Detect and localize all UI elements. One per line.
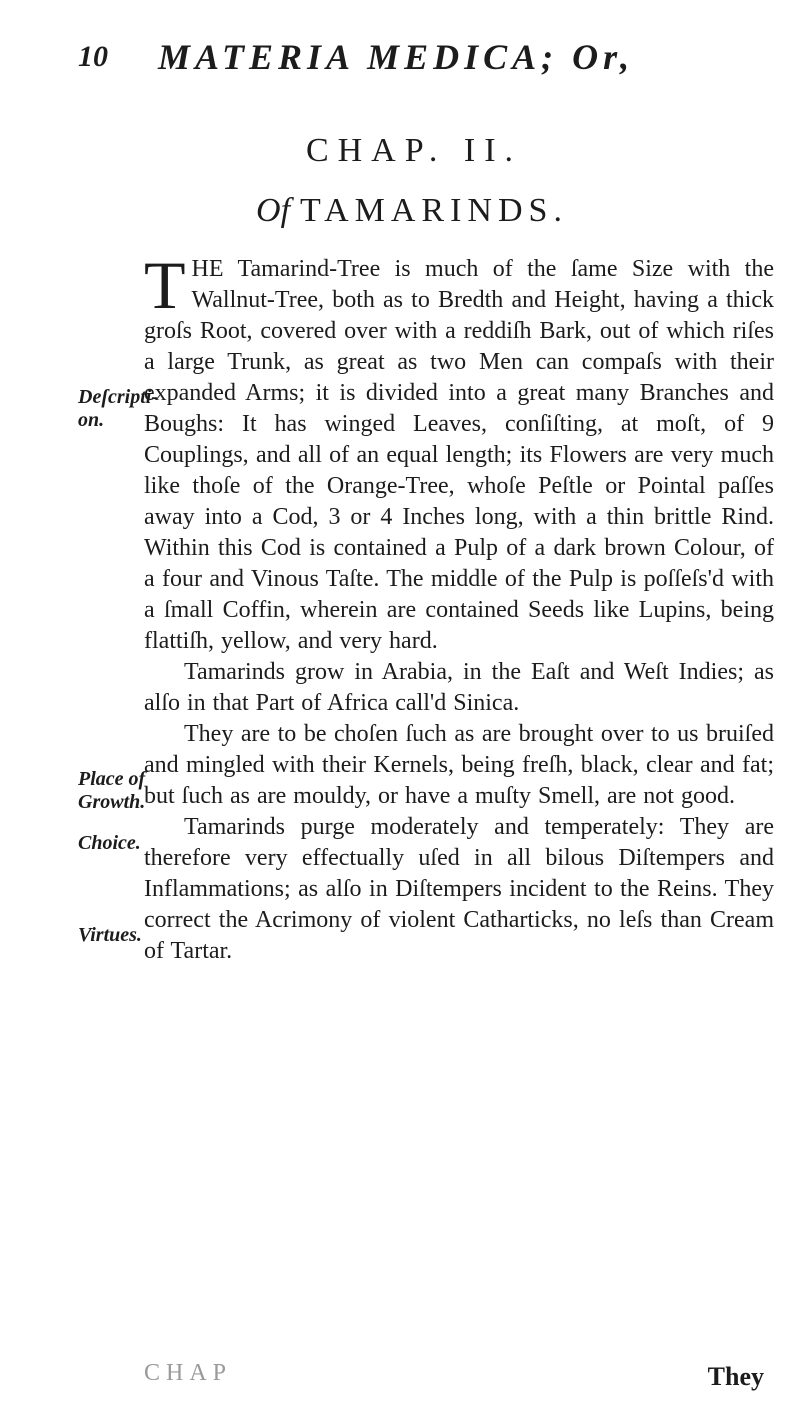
margin-note-virtues: Virtues. bbox=[78, 924, 142, 946]
chapter-heading: CHAP. II. bbox=[305, 132, 523, 169]
paragraph-description-text: HE Tamarind-Tree is much of the ſame Size with the Wallnut-Tree, both as to Bredth and Height, having a thick groſs Root, covered over with a reddiſh Bark, out of which riſes a large Trunk, as great as two Men can compaſs with their expanded Arms; it is divided into a great many Branches and Boughs: It has winged Leaves, conſiſting, at moſt, of 9 Couplings, and all of an equal length; its Flowers are very much like thoſe of the Orange-Tree, whoſe Peſtle or Pointal paſſes away into a Cod, 3 or 4 Inches long, with a thin brittle Rind. Within this Cod is contained a Pulp of a dark brown Colour, of a four and Vinous Taſte. The middle of the Pulp is poſſeſs'd with a ſmall Coffin, wherein are contained Seeds like Lupins, being flattiſh, yellow, and very hard. bbox=[144, 256, 774, 654]
subject-prefix: Of bbox=[256, 192, 291, 229]
subject-title: TAMARINDS. bbox=[300, 192, 568, 229]
running-title: MATERIA MEDICA; Or, bbox=[158, 37, 635, 77]
page-number: 10 bbox=[78, 40, 108, 73]
paragraph-description bbox=[144, 247, 774, 657]
running-head bbox=[78, 36, 738, 86]
body-text bbox=[144, 247, 774, 967]
chapter-subject bbox=[0, 192, 800, 230]
bleed-through-text: CHAP bbox=[144, 1360, 233, 1386]
paragraph-place-of-growth: Tamarinds grow in Arabia, in the Eaſt and Weſt Indies; as alſo in that Part of Africa call'd Sinica. bbox=[144, 659, 774, 716]
margin-note-place-of-growth: Place of Growth. bbox=[78, 768, 146, 813]
drop-cap: T bbox=[144, 247, 186, 323]
paragraph-choice: They are to be choſen ſuch as are brought over to us bruiſed and mingled with their Kernels, being freſh, black, clear and fat; but ſuch as are mouldy, or have a muſty Smell, are not good. bbox=[144, 721, 774, 809]
margin-note-choice: Choice. bbox=[78, 832, 141, 854]
catchword: They bbox=[707, 1362, 764, 1391]
margin-note-description: Deſcripti-on. bbox=[78, 386, 158, 431]
paragraph-virtues: Tamarinds purge moderately and temperately: They are therefore very effectually uſed in all bilous Diſtempers and Inflammations; as alſo in Diſtempers incident to the Reins. They correct the Acrimony of violent Catharticks, no leſs than Cream of Tartar. bbox=[144, 814, 774, 964]
